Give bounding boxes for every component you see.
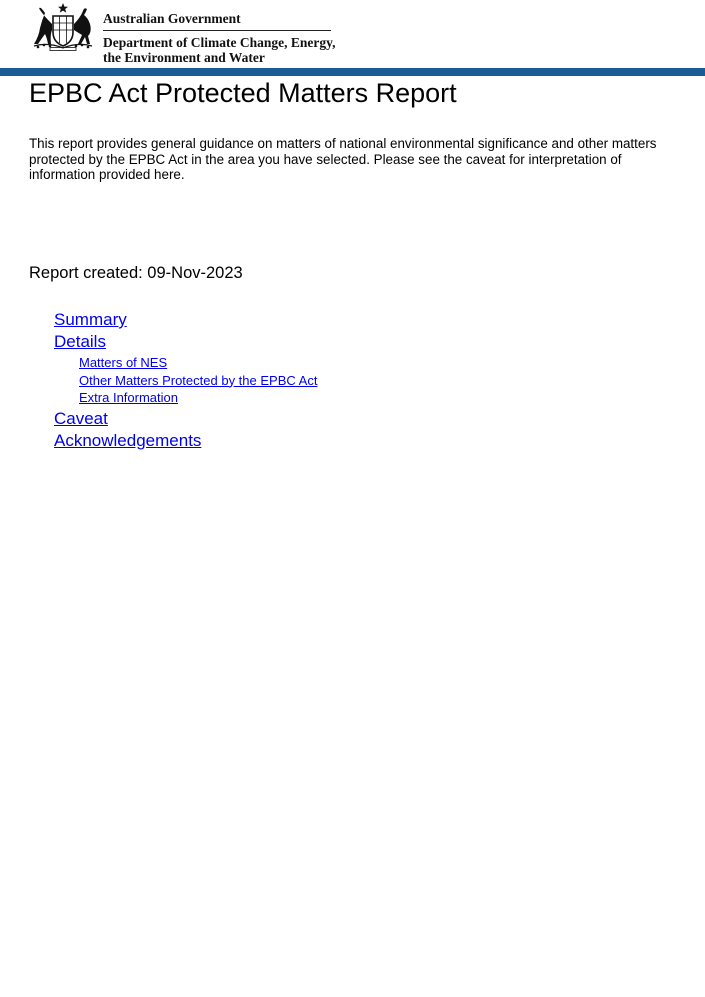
government-branding bbox=[103, 10, 335, 65]
department-name-line2: the Environment and Water bbox=[103, 50, 265, 65]
caveat-link[interactable]: Caveat bbox=[54, 408, 108, 428]
toc-item-details bbox=[54, 331, 317, 407]
report-created-date: Report created: 09-Nov-2023 bbox=[29, 264, 243, 282]
coat-of-arms-icon bbox=[28, 2, 98, 52]
toc-item-acknowledgements bbox=[54, 430, 317, 452]
government-name: Australian Government bbox=[103, 11, 241, 26]
extra-information-link[interactable]: Extra Information bbox=[79, 390, 178, 405]
toc-item-caveat bbox=[54, 408, 317, 430]
details-link[interactable]: Details bbox=[54, 332, 106, 351]
toc-subitem bbox=[54, 354, 317, 372]
other-matters-link[interactable]: Other Matters Protected by the EPBC Act bbox=[79, 372, 318, 388]
header-accent-bar bbox=[0, 68, 705, 76]
page-header bbox=[0, 0, 705, 68]
matters-of-nes-link[interactable]: Matters of NES bbox=[79, 355, 168, 370]
department-name-line1: Department of Climate Change, Energy, bbox=[103, 35, 336, 50]
page-title: EPBC Act Protected Matters Report bbox=[29, 78, 457, 108]
summary-link[interactable]: Summary bbox=[54, 310, 127, 329]
details-sublist bbox=[54, 354, 317, 407]
toc-item-summary bbox=[54, 309, 317, 331]
table-of-contents bbox=[54, 309, 317, 452]
toc-subitem bbox=[54, 389, 317, 407]
branding-divider bbox=[103, 30, 331, 31]
acknowledgements-link[interactable]: Acknowledgements bbox=[54, 430, 202, 450]
report-introduction: This report provides general guidance on matters of national environmental significance and other matters protected by the EPBC Act in the area you have selected. Please see the caveat for interpretation of information provided here. bbox=[29, 136, 657, 182]
toc-subitem bbox=[54, 372, 317, 390]
